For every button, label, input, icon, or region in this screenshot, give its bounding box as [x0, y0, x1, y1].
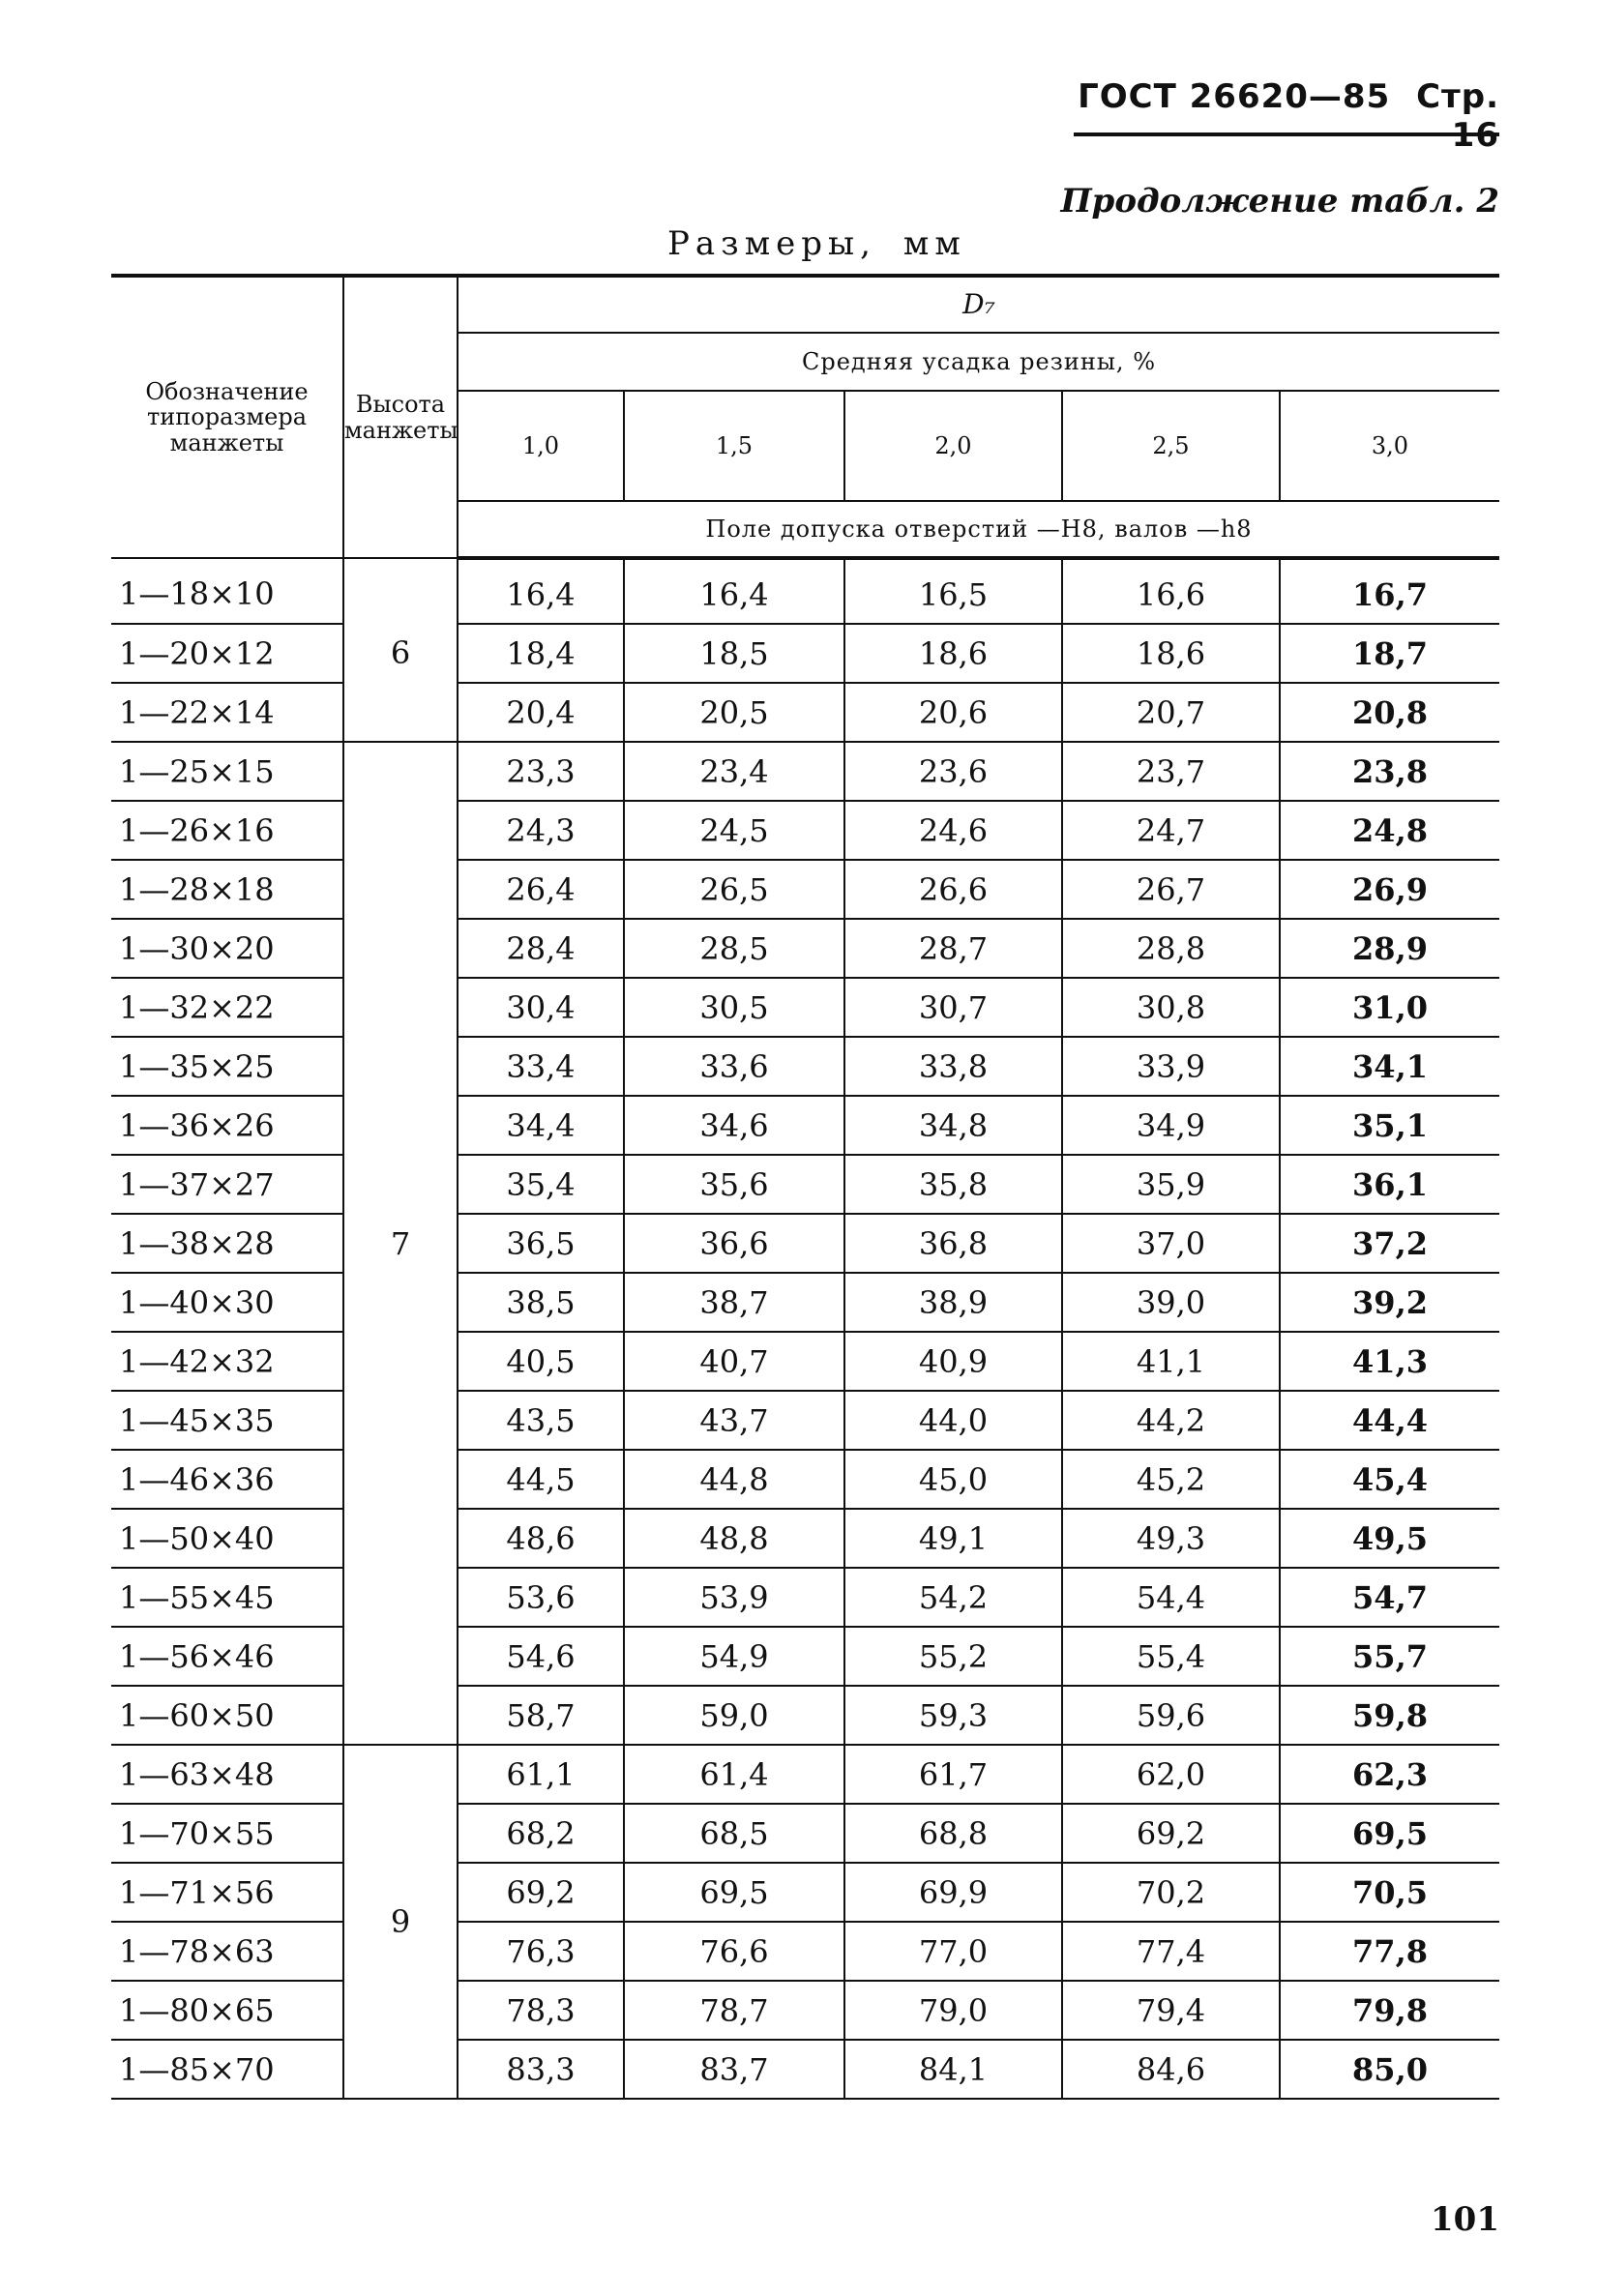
cell-value: 41,3: [1280, 1332, 1499, 1391]
cell-value: 79,8: [1280, 1981, 1499, 2040]
cell-value: 34,1: [1280, 1037, 1499, 1096]
cell-value: 30,7: [844, 978, 1062, 1037]
cell-designation: 1—78×63: [111, 1922, 343, 1981]
cell-value: 54,2: [844, 1568, 1062, 1627]
table-row: [111, 1922, 1499, 1981]
cell-value: 55,4: [1062, 1627, 1280, 1686]
cell-value: 26,9: [1280, 860, 1499, 919]
cell-value: 62,0: [1062, 1745, 1280, 1804]
dimensions-table: [111, 274, 1499, 2100]
table-row: [111, 1391, 1499, 1450]
cell-designation: 1—40×30: [111, 1273, 343, 1332]
cell-value: 83,7: [624, 2040, 844, 2099]
cell-value: 54,6: [458, 1627, 624, 1686]
cell-designation: 1—22×14: [111, 683, 343, 742]
cell-value: 33,4: [458, 1037, 624, 1096]
cell-designation: 1—18×10: [111, 558, 343, 624]
table-row: [111, 1214, 1499, 1273]
cell-value: 44,4: [1280, 1391, 1499, 1450]
cell-value: 77,4: [1062, 1922, 1280, 1981]
header-rule: [1074, 132, 1499, 136]
cell-value: 28,4: [458, 919, 624, 978]
cell-value: 30,4: [458, 978, 624, 1037]
cell-value: 23,8: [1280, 742, 1499, 801]
cell-value: 79,0: [844, 1981, 1062, 2040]
cell-value: 24,7: [1062, 801, 1280, 860]
cell-value: 35,9: [1062, 1155, 1280, 1214]
cell-value: 26,6: [844, 860, 1062, 919]
cell-designation: 1—26×16: [111, 801, 343, 860]
cell-value: 69,9: [844, 1863, 1062, 1922]
cell-value: 39,2: [1280, 1273, 1499, 1332]
cell-value: 58,7: [458, 1686, 624, 1745]
cell-value: 69,2: [458, 1863, 624, 1922]
cell-value: 26,4: [458, 860, 624, 919]
cell-value: 28,9: [1280, 919, 1499, 978]
cell-value: 78,7: [624, 1981, 844, 2040]
table-row: [111, 1155, 1499, 1214]
cell-value: 68,5: [624, 1804, 844, 1863]
cell-designation: 1—56×46: [111, 1627, 343, 1686]
cell-value: 33,6: [624, 1037, 844, 1096]
cell-value: 16,5: [844, 558, 1062, 624]
cell-designation: 1—46×36: [111, 1450, 343, 1509]
table-row: [111, 1450, 1499, 1509]
cell-value: 18,6: [1062, 624, 1280, 683]
cell-designation: 1—38×28: [111, 1214, 343, 1273]
cell-height: 9: [343, 1745, 458, 2099]
table-row: [111, 624, 1499, 683]
cell-value: 34,8: [844, 1096, 1062, 1155]
cell-value: 84,1: [844, 2040, 1062, 2099]
cell-value: 53,6: [458, 1568, 624, 1627]
cell-value: 54,7: [1280, 1568, 1499, 1627]
cell-value: 20,5: [624, 683, 844, 742]
cell-designation: 1—28×18: [111, 860, 343, 919]
cell-value: 38,7: [624, 1273, 844, 1332]
table-row: [111, 1804, 1499, 1863]
table-row: [111, 1509, 1499, 1568]
cell-designation: 1—20×12: [111, 624, 343, 683]
table-row: [111, 1863, 1499, 1922]
cell-value: 18,4: [458, 624, 624, 683]
table-row: [111, 683, 1499, 742]
cell-value: 31,0: [1280, 978, 1499, 1037]
cell-value: 44,0: [844, 1391, 1062, 1450]
header-shrinkage-value: 2,5: [1062, 391, 1280, 501]
table-continuation-label: Продолжение табл. 2: [1060, 182, 1499, 221]
cell-value: 23,4: [624, 742, 844, 801]
cell-value: 38,9: [844, 1273, 1062, 1332]
cell-value: 33,8: [844, 1037, 1062, 1096]
cell-value: 28,8: [1062, 919, 1280, 978]
cell-value: 85,0: [1280, 2040, 1499, 2099]
cell-value: 59,0: [624, 1686, 844, 1745]
table-row: [111, 1096, 1499, 1155]
cell-value: 18,6: [844, 624, 1062, 683]
cell-value: 35,6: [624, 1155, 844, 1214]
table-row: [111, 558, 1499, 624]
cell-value: 54,4: [1062, 1568, 1280, 1627]
cell-value: 76,3: [458, 1922, 624, 1981]
cell-value: 61,4: [624, 1745, 844, 1804]
cell-value: 18,7: [1280, 624, 1499, 683]
cell-designation: 1—42×32: [111, 1332, 343, 1391]
cell-value: 69,5: [1280, 1804, 1499, 1863]
cell-value: 70,5: [1280, 1863, 1499, 1922]
cell-value: 44,2: [1062, 1391, 1280, 1450]
cell-value: 55,2: [844, 1627, 1062, 1686]
header-shrinkage-value: 1,5: [624, 391, 844, 501]
dimensions-table-wrapper: [111, 274, 1499, 2100]
cell-designation: 1—45×35: [111, 1391, 343, 1450]
cell-value: 49,3: [1062, 1509, 1280, 1568]
table-row: [111, 1981, 1499, 2040]
cell-value: 37,0: [1062, 1214, 1280, 1273]
cell-value: 45,4: [1280, 1450, 1499, 1509]
cell-value: 36,6: [624, 1214, 844, 1273]
units-label: [667, 224, 966, 263]
cell-value: 38,5: [458, 1273, 624, 1332]
table-row: [111, 1332, 1499, 1391]
cell-designation: 1—30×20: [111, 919, 343, 978]
cell-designation: 1—80×65: [111, 1981, 343, 2040]
cell-designation: 1—71×56: [111, 1863, 343, 1922]
cell-designation: 1—36×26: [111, 1096, 343, 1155]
cell-value: 44,5: [458, 1450, 624, 1509]
cell-value: 37,2: [1280, 1214, 1499, 1273]
cell-value: 68,8: [844, 1804, 1062, 1863]
cell-value: 20,8: [1280, 683, 1499, 742]
cell-value: 36,8: [844, 1214, 1062, 1273]
cell-value: 16,6: [1062, 558, 1280, 624]
cell-value: 48,6: [458, 1509, 624, 1568]
cell-designation: 1—63×48: [111, 1745, 343, 1804]
cell-value: 61,7: [844, 1745, 1062, 1804]
cell-value: 49,1: [844, 1509, 1062, 1568]
cell-value: 20,4: [458, 683, 624, 742]
units-unit: мм: [902, 224, 966, 263]
cell-designation: 1—85×70: [111, 2040, 343, 2099]
page-number: 101: [1431, 2200, 1499, 2239]
cell-value: 43,7: [624, 1391, 844, 1450]
header-shrinkage-value: 2,0: [844, 391, 1062, 501]
cell-designation: 1—70×55: [111, 1804, 343, 1863]
table-row: [111, 978, 1499, 1037]
cell-value: 35,1: [1280, 1096, 1499, 1155]
cell-value: 34,9: [1062, 1096, 1280, 1155]
cell-value: 59,6: [1062, 1686, 1280, 1745]
header-shrinkage-value: 3,0: [1280, 391, 1499, 501]
table-row: [111, 1627, 1499, 1686]
header-tolerance: Поле допуска отверстий —H8, валов —h8: [458, 501, 1499, 558]
cell-designation: 1—35×25: [111, 1037, 343, 1096]
cell-value: 77,8: [1280, 1922, 1499, 1981]
cell-value: 30,5: [624, 978, 844, 1037]
units-caption: Размеры,: [667, 224, 876, 263]
table-row: [111, 919, 1499, 978]
cell-designation: 1—55×45: [111, 1568, 343, 1627]
header-d7: D₇: [458, 276, 1499, 333]
cell-value: 18,5: [624, 624, 844, 683]
table-row: [111, 860, 1499, 919]
cell-value: 43,5: [458, 1391, 624, 1450]
cell-value: 23,3: [458, 742, 624, 801]
cell-value: 30,8: [1062, 978, 1280, 1037]
cell-value: 23,7: [1062, 742, 1280, 801]
cell-designation: 1—60×50: [111, 1686, 343, 1745]
cell-value: 70,2: [1062, 1863, 1280, 1922]
cell-value: 79,4: [1062, 1981, 1280, 2040]
cell-value: 48,8: [624, 1509, 844, 1568]
cell-value: 62,3: [1280, 1745, 1499, 1804]
cell-value: 35,8: [844, 1155, 1062, 1214]
cell-value: 24,3: [458, 801, 624, 860]
header-height: Высота манжеты: [343, 276, 458, 558]
table-row: [111, 2040, 1499, 2099]
cell-value: 23,6: [844, 742, 1062, 801]
table-row: [111, 1273, 1499, 1332]
cell-value: 45,2: [1062, 1450, 1280, 1509]
cell-value: 68,2: [458, 1804, 624, 1863]
cell-value: 78,3: [458, 1981, 624, 2040]
cell-value: 59,3: [844, 1686, 1062, 1745]
cell-value: 16,4: [458, 558, 624, 624]
header-designation: Обозначение типоразмера манжеты: [111, 276, 343, 558]
table-row: [111, 801, 1499, 860]
cell-value: 34,6: [624, 1096, 844, 1155]
table-row: [111, 1745, 1499, 1804]
table-head: [111, 276, 1499, 558]
cell-value: 41,1: [1062, 1332, 1280, 1391]
standard-code: ГОСТ 26620—85: [1078, 77, 1391, 116]
cell-value: 33,9: [1062, 1037, 1280, 1096]
cell-value: 61,1: [458, 1745, 624, 1804]
page-label: Стр. 16: [1416, 77, 1499, 155]
cell-value: 16,7: [1280, 558, 1499, 624]
cell-designation: 1—32×22: [111, 978, 343, 1037]
cell-value: 55,7: [1280, 1627, 1499, 1686]
cell-value: 40,9: [844, 1332, 1062, 1391]
cell-value: 28,7: [844, 919, 1062, 978]
header-shrinkage-value: 1,0: [458, 391, 624, 501]
cell-value: 16,4: [624, 558, 844, 624]
cell-value: 36,5: [458, 1214, 624, 1273]
cell-designation: 1—37×27: [111, 1155, 343, 1214]
cell-value: 84,6: [1062, 2040, 1280, 2099]
table-row: [111, 1686, 1499, 1745]
cell-value: 69,2: [1062, 1804, 1280, 1863]
document-header: [1064, 77, 1499, 155]
cell-value: 24,8: [1280, 801, 1499, 860]
cell-value: 36,1: [1280, 1155, 1499, 1214]
header-shrinkage: Средняя усадка резины, %: [458, 333, 1499, 391]
cell-height: 7: [343, 742, 458, 1745]
cell-value: 34,4: [458, 1096, 624, 1155]
table-row: [111, 1568, 1499, 1627]
cell-designation: 1—50×40: [111, 1509, 343, 1568]
cell-value: 53,9: [624, 1568, 844, 1627]
table-body: [111, 558, 1499, 2099]
cell-value: 40,5: [458, 1332, 624, 1391]
cell-value: 69,5: [624, 1863, 844, 1922]
cell-value: 35,4: [458, 1155, 624, 1214]
cell-value: 26,7: [1062, 860, 1280, 919]
cell-value: 24,5: [624, 801, 844, 860]
cell-value: 28,5: [624, 919, 844, 978]
cell-value: 49,5: [1280, 1509, 1499, 1568]
cell-value: 24,6: [844, 801, 1062, 860]
cell-value: 54,9: [624, 1627, 844, 1686]
cell-value: 26,5: [624, 860, 844, 919]
table-row: [111, 1037, 1499, 1096]
cell-value: 20,6: [844, 683, 1062, 742]
cell-value: 45,0: [844, 1450, 1062, 1509]
cell-height: 6: [343, 558, 458, 742]
cell-value: 20,7: [1062, 683, 1280, 742]
cell-value: 59,8: [1280, 1686, 1499, 1745]
cell-value: 83,3: [458, 2040, 624, 2099]
cell-value: 77,0: [844, 1922, 1062, 1981]
cell-value: 40,7: [624, 1332, 844, 1391]
cell-value: 44,8: [624, 1450, 844, 1509]
cell-value: 39,0: [1062, 1273, 1280, 1332]
cell-designation: 1—25×15: [111, 742, 343, 801]
table-row: [111, 742, 1499, 801]
cell-value: 76,6: [624, 1922, 844, 1981]
